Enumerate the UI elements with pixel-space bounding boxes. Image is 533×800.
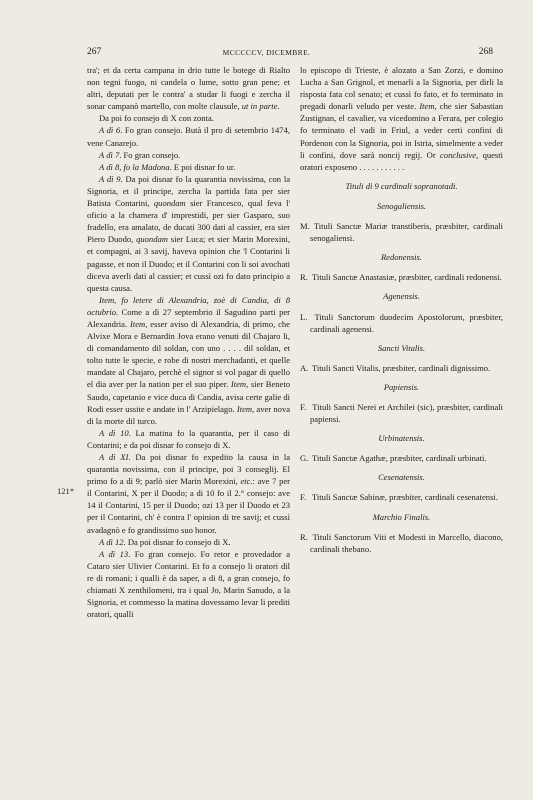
- cardinal-title-entry: [300, 401, 503, 425]
- entry-initial: R.: [300, 531, 308, 542]
- cardinal-heading: Agenensis.: [383, 291, 420, 302]
- paragraph: [87, 451, 290, 536]
- margin-folio-note: 121*: [57, 486, 75, 496]
- running-header: MCCCCCV, DICEMBRE.: [222, 48, 311, 57]
- paragraph: [87, 149, 290, 161]
- italic-text: Item: [230, 379, 247, 390]
- text-run: , che sier Sabastian Zustignan, el cavalier, va vicedomino a Ferara, per colegio fo terminato el vadi in Friul, a veder certi confini di Pordenon con la Signoria, poi in Istria, simelmente a veder li confini, dove sarà noncij regij. Or: [300, 101, 503, 160]
- section-title: Tituli di 9 cardinali sopranotadi.: [345, 180, 458, 191]
- page-number-left: 267: [87, 47, 102, 57]
- text-run: . La matina fo la quarantia, per il caso di Contarini; e da poi disnar fo consejo di X.: [87, 427, 290, 450]
- cardinal-heading: Urbinatensis.: [378, 433, 425, 444]
- italic-text: ut in parte: [241, 101, 278, 112]
- paragraph: [87, 124, 290, 148]
- entry-initial: G.: [300, 453, 309, 464]
- entry-initial: M.: [300, 221, 310, 232]
- italic-text: Item: [236, 403, 253, 414]
- left-column: [87, 64, 290, 620]
- text-run: , sier Beneto Saudo, capetanio e vice duca di Candia, avisa certe galie di Rodi esser ussite e andate in l' Arzipielago.: [87, 379, 290, 414]
- text-run: . Da poi disnar fo la quarantia novissima, con la Signoria, et il principe, zercha la partida fata per sier Batista Contarini,: [87, 173, 290, 209]
- cardinal-heading: Senogaliensis.: [376, 200, 427, 211]
- text-run: . Come a dì 27 septembrio il Sagudino parti per Alexandria.: [87, 306, 290, 329]
- cardinal-heading: Cesenatensis.: [378, 472, 425, 483]
- right-column-intro: [300, 64, 503, 173]
- cardinal-title-entry: [300, 452, 503, 464]
- italic-text: A dì 10: [99, 427, 129, 438]
- italic-text: A dì 7: [99, 149, 120, 160]
- paragraph: [87, 536, 290, 548]
- entry-initial: R.: [300, 272, 308, 283]
- entry-text: Tituli Sanctæ Mariæ transtiberis, præsbiter, cardinali senogaliensi.: [310, 221, 503, 244]
- italic-text: A dì XI: [99, 452, 129, 462]
- cardinal-title-entry: [300, 220, 503, 244]
- paragraph: [87, 173, 290, 294]
- text-run: . Fo gran consejo. Fo retor e provedador a Cataro sier Ulivier Contarini. Et fo a consejo li oratori dil re di romani; i qualli è da saper, a di 8, a gran consejo, fo chiamati X zenthilomeni, tra i qual Jo, Marin Sanudo, a la Signoria, et commesso la matina dovessamo levar li prediti oratori, qualli: [87, 548, 290, 620]
- entry-text: Tituli Sanctæ Anastasiæ, præsbiter, cardinali redonensi.: [310, 272, 502, 283]
- cardinal-heading: Sancti Vitalis.: [377, 342, 426, 353]
- entry-initial: A.: [300, 362, 309, 373]
- entry-initial: F.: [300, 401, 307, 412]
- italic-text: A dì 13: [99, 548, 129, 559]
- text-run: : ave 7 per il Contarini, X per il Duodo; a di 10 fo il 2.° consejo: ave 14 il Contarini, 15 per il Duodo; ozi 13 per il Duodo et 23 per il Contarini, ch' è contra l' opinion di tre savij; et cussì avadagnò e fo grandissimo suo honor.: [87, 476, 290, 535]
- text-run: . Fo gran consejo. Butà il pro di setembrio 1474, vene Canarejo.: [87, 125, 290, 148]
- cardinal-title-entry: [300, 311, 503, 335]
- italic-text: Item, fo letere di Alexandria, zoè di Candia, di 8 octubrio: [87, 294, 290, 317]
- italic-text: etc.: [240, 476, 253, 487]
- continued-paragraph: [87, 64, 290, 112]
- page-number-right: 268: [478, 47, 493, 57]
- paragraph: [87, 427, 290, 451]
- italic-text: quondam: [136, 234, 168, 245]
- cardinal-title-entry: [300, 271, 503, 283]
- cardinal-heading: Marchio Finalis.: [372, 511, 431, 522]
- text-run: , esser aviso di Alexandria, di primo, che Alvixe Mora e Bernardin Jova erano venuti dil Chajaro li, di comandamento dil soldan, con uno . . . . dil soldan, et tolto tutte le specie, e robe di nostri merchadanti, et quelle mandate al Chajaro, perchè el signor si vol pagar di quello el dia aver per la nation per el suo piper.: [87, 318, 290, 390]
- entry-initial: L.: [300, 311, 308, 322]
- text-run: .: [277, 101, 280, 112]
- text-run: sier Francesco, qual feva l' oficio a la chamera d' imprestidi, per sier Gasparo, suo fradello, era amalato, de ducati 300 dati al cassier, era sier Piero Duodo,: [87, 198, 290, 245]
- cardinal-heading: Redonensis.: [380, 252, 423, 263]
- italic-text: conclusive: [440, 149, 477, 160]
- text-run: . E poi disnar fo ur.: [169, 161, 236, 172]
- text-run: tra'; et da certa campana in drio tutte le botege di Rialto non tegni fuogo, ni candela o lume, sotto gran pene; et altri, deputati per le contra' a studar li fuogi e zercha il sonar campanò martello, con molte clausule,: [87, 65, 290, 112]
- italic-text: Item: [130, 318, 146, 329]
- right-column: [300, 64, 503, 555]
- cardinal-list: [300, 200, 503, 555]
- entry-text: Tituli Sanctæ Agathæ, præsbiter, cardinali urbinati.: [310, 453, 487, 464]
- entry-text: Tituli Sancti Nerei et Archilei (sic), præsbiter, cardinali papiensi.: [310, 401, 503, 425]
- entry-text: Tituli Sanctæ Sabinæ, præsbiter, cardinali cesenatensi.: [310, 492, 498, 503]
- text-run: sier Luca; et sier Marin Morexini, et compagni, ai 3 savij, haveva opinion che 'l Contarini li pagasse, et non il Duodo; et il Contarini con li soi avochati diceva averli dati al cassier; et cussì ozi fo dato principio a questa causa.: [87, 234, 290, 293]
- text-run: . Da poi disnar fo expedito la causa in la quarantia novissima, con il principe, poi 3 conseglij. El primo fo a dì 9; parlò sier Marin Morexini,: [87, 452, 291, 487]
- italic-text: A dì 9: [99, 173, 121, 184]
- paragraph: [87, 161, 290, 173]
- entry-text: Tituli Sanctorum duodecim Apostolorum, præsbiter, cardinali agenensi.: [310, 311, 503, 334]
- cardinal-title-entry: [300, 362, 503, 374]
- paragraph: [87, 294, 290, 427]
- italic-text: quondam: [153, 198, 186, 209]
- italic-text: Item: [419, 101, 435, 112]
- text-run: . Fo gran consejo.: [119, 149, 181, 160]
- italic-text: A dì 12: [99, 536, 124, 547]
- paragraph: [87, 112, 290, 124]
- entry-text: Tituli Sancti Vitalis, præsbiter, cardinali dignissimo.: [310, 362, 491, 373]
- text-run: lo episcopo di Trieste, è alozato a San Zorzi, e domino Lucha a San Grignol, et menarli a la Signoria, per dirli la risposta fata col senato; et cussì fo fato, et fo terminato in pregadi donarli veludo per veste.: [300, 65, 503, 112]
- text-run: , aver nova di la morte dil turco.: [87, 403, 291, 426]
- text-run: , questi oratori exposeno . . . . . . . . . . .: [300, 149, 503, 172]
- paragraph: [87, 548, 290, 621]
- text-run: . Da poi disnar fo consejo di X.: [123, 536, 231, 547]
- cardinal-title-entry: [300, 531, 503, 555]
- italic-text: A dì 6: [99, 125, 121, 136]
- entry-initial: F.: [300, 492, 307, 503]
- italic-text: A dì 8, fo la Madona: [99, 161, 170, 172]
- entry-text: Tituli Sanctorum Viti et Modesti in Marcello, diacono, cardinali thebano.: [310, 531, 503, 554]
- cardinal-title-entry: [300, 491, 503, 503]
- cardinal-heading: Papiensis.: [383, 381, 420, 392]
- text-run: Da poi fo consejo di X con zonta.: [99, 113, 214, 124]
